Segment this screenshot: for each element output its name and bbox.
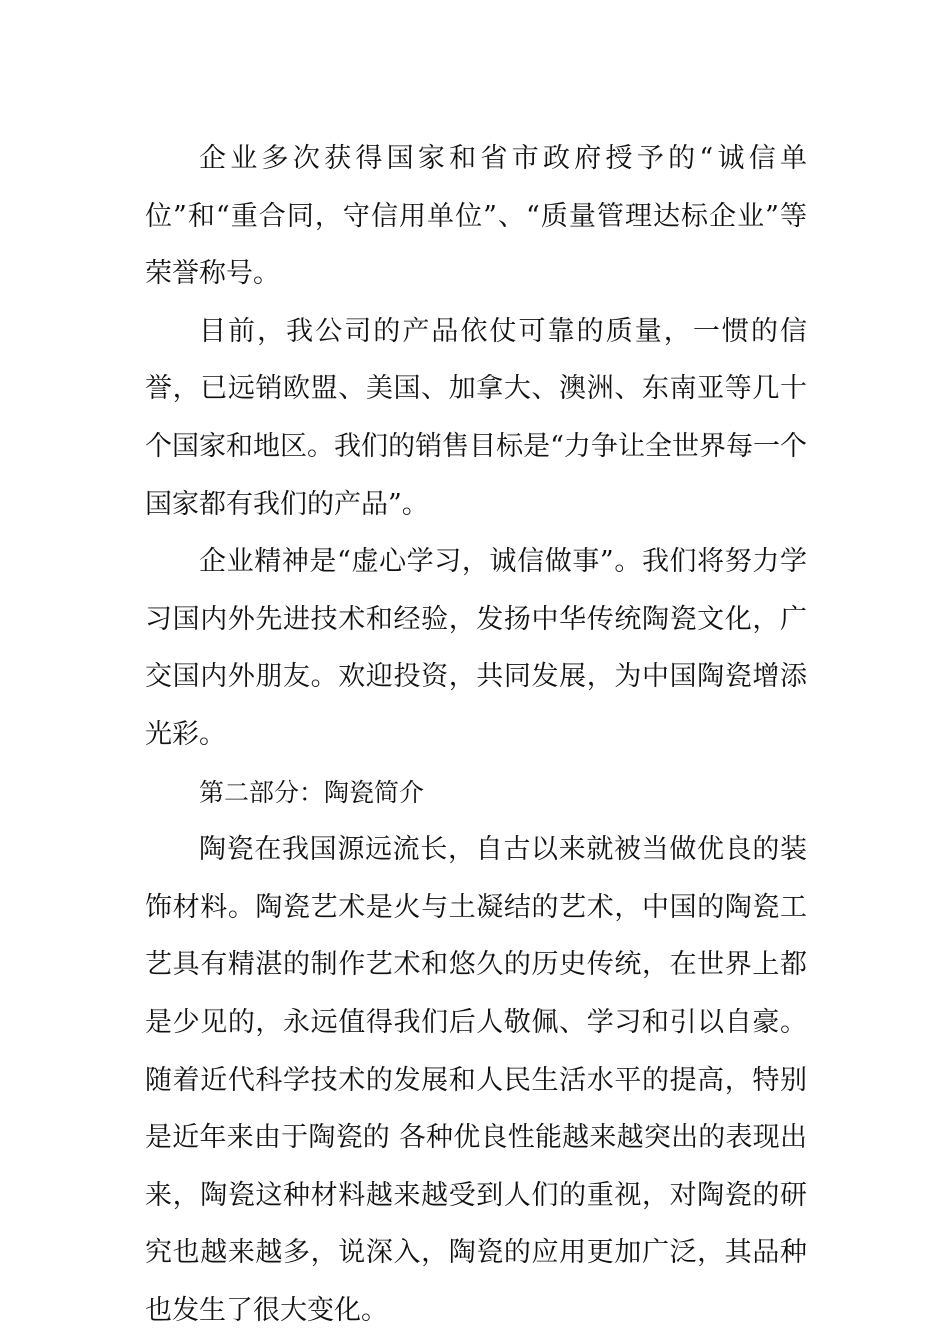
paragraph-honors: 企业多次获得国家和省市政府授予的“诚信单位”和“重合同，守信用单位”、“质量管理达标企业”等荣誉称号。 (145, 143, 807, 290)
paragraph-ceramics-intro: 陶瓷在我国源远流长，自古以来就被当做优良的装饰材料。陶瓷艺术是火与土凝结的艺术，中国的陶瓷工艺具有精湛的制作艺术和悠久的历史传统，在世界上都是少见的，永远值得我们后人敬佩、学习和引以自豪。随着近代科学技术的发展和人民生活水平的提高，特别是近年来由于陶瓷的 各种优良性能越来越突出的表现出来，陶瓷这种材料越来越受到人们的重视，对陶瓷的研究也越来越多，说深入，陶瓷的应用更加广泛，其品种也发生了很大变化。 (145, 834, 807, 1326)
paragraph-spirit: 企业精神是“虚心学习，诚信做事”。我们将努力学习国内外先进技术和经验，发扬中华传统陶瓷文化，广交国内外朋友。欢迎投资，共同发展，为中国陶瓷增添光彩。 (145, 546, 807, 750)
document-body (145, 130, 807, 1339)
section-heading: 第二部分：陶瓷简介 (199, 777, 425, 807)
paragraph-markets: 目前，我公司的产品依仗可靠的质量，一惯的信誉，已远销欧盟、美国、加拿大、澳洲、东南亚等几十个国家和地区。我们的销售目标是“力争让全世界每一个国家都有我们的产品”。 (145, 315, 807, 520)
